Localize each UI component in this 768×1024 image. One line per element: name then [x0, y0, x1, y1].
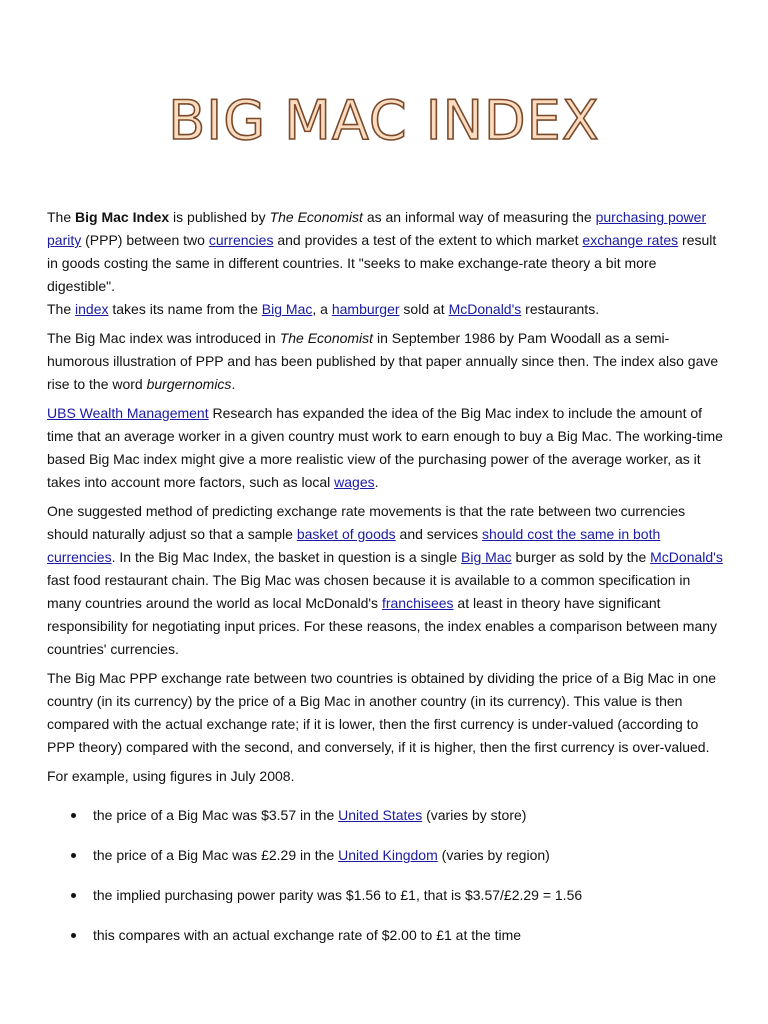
link-basket-of-goods[interactable]: basket of goods [296, 526, 396, 542]
italic-term: burgernomics [146, 376, 232, 392]
text: One suggested method of predicting exchange rate movements is that the rate between two currencies should naturally adjust so that a sample [47, 503, 686, 542]
text: at least in theory have significant responsibility for negotiating input prices. For these reasons, the index enables a comparison between many countries' currencies. [47, 595, 718, 657]
page-title: BIG MAC INDEX [168, 89, 600, 152]
italic-title: The Economist [279, 330, 374, 346]
text: and provides a test of the extent to which market [273, 232, 583, 248]
text: The Big Mac index was introduced in [47, 330, 280, 346]
text: the price of a Big Mac was $3.57 in the [93, 807, 339, 823]
text: fast food restaurant chain. The Big Mac was chosen because it is available to a common specification in many countries around the world as local McDonald's [47, 572, 691, 611]
paragraph-example-intro [47, 765, 727, 788]
link-law-of-one-price[interactable]: should cost the same in both currencies [47, 526, 661, 565]
text: . [231, 376, 236, 392]
paragraph-history [47, 327, 727, 396]
text: takes its name from the [108, 301, 262, 317]
text: is published by [169, 209, 270, 225]
link-mcdonalds[interactable]: McDonald's [650, 549, 723, 565]
paragraph-calculation [47, 667, 727, 759]
link-wages[interactable]: wages [334, 474, 375, 490]
link-exchange-rates[interactable]: exchange rates [582, 232, 679, 248]
list-item [47, 884, 727, 924]
text: result in goods costing the same in different countries. It "seeks to make exchange-rate theory a bit more digestible". [47, 232, 717, 294]
italic-title: The Economist [269, 209, 363, 225]
paragraph-name-origin [47, 298, 727, 321]
text: The Big Mac PPP exchange rate between two countries is obtained by dividing the price of a Big Mac in one country (in its currency) by the price of a Big Mac in another country (in its currency). This value is then compared with the actual exchange rate; if it is lower, then the first currency is under-valued (according to PPP theory) compared with the second, and conversely, if it is higher, then the first currency is over-valued. [47, 670, 717, 755]
link-united-states[interactable]: United States [338, 807, 423, 823]
link-purchasing-power-parity[interactable]: purchasing power parity [47, 209, 707, 248]
list-item [47, 924, 727, 964]
paragraph-method [47, 500, 727, 661]
text: (varies by store) [422, 807, 527, 823]
text: in September 1986 by Pam Woodall as a semi-humorous illustration of PPP and has been published by that paper annually since then. The index also gave rise to the word [47, 330, 719, 392]
link-franchisees[interactable]: franchisees [381, 595, 454, 611]
paragraph-ubs [47, 402, 727, 494]
text: sold at [399, 301, 449, 317]
text: (varies by region) [437, 847, 550, 863]
text: burger as sold by the [511, 549, 651, 565]
text: The [47, 209, 76, 225]
text: For example, using figures in July 2008. [47, 768, 295, 784]
text: the price of a Big Mac was £2.29 in the [93, 847, 339, 863]
bullet-icon [71, 813, 76, 818]
text: Research has expanded the idea of the Big Mac index to include the amount of time that an average worker in a given country must work to earn enough to buy a Big Mac. The working-time based Big Mac index might give a more realistic view of the purchasing power of the average worker, as it takes into account more factors, such as local [47, 405, 723, 490]
text: . In the Big Mac Index, the basket in question is a single [111, 549, 462, 565]
text: and services [395, 526, 483, 542]
text: . [374, 474, 379, 490]
link-united-kingdom[interactable]: United Kingdom [338, 847, 438, 863]
link-index[interactable]: index [75, 301, 109, 317]
link-ubs-wealth-management[interactable]: UBS Wealth Management [47, 405, 209, 421]
text: , a [312, 301, 332, 317]
text: The [47, 301, 76, 317]
text: this compares with an actual exchange rate of $2.00 to £1 at the time [93, 927, 522, 943]
text: (PPP) between two [81, 232, 209, 248]
link-currencies[interactable]: currencies [208, 232, 274, 248]
paragraph-intro [47, 206, 727, 298]
bullet-icon [71, 933, 76, 938]
list-item [47, 844, 727, 884]
link-mcdonalds[interactable]: McDonald's [448, 301, 522, 317]
example-list [47, 804, 727, 964]
text: the implied purchasing power parity was $1.56 to £1, that is $3.57/£2.29 = 1.56 [93, 887, 583, 903]
list-item [47, 804, 727, 844]
link-big-mac[interactable]: Big Mac [461, 549, 512, 565]
text: restaurants. [521, 301, 600, 317]
bullet-icon [71, 893, 76, 898]
article-body [47, 206, 727, 964]
link-big-mac[interactable]: Big Mac [261, 301, 313, 317]
link-hamburger[interactable]: hamburger [331, 301, 400, 317]
bold-term: Big Mac Index [75, 209, 170, 225]
bullet-icon [71, 853, 76, 858]
text: as an informal way of measuring the [362, 209, 596, 225]
